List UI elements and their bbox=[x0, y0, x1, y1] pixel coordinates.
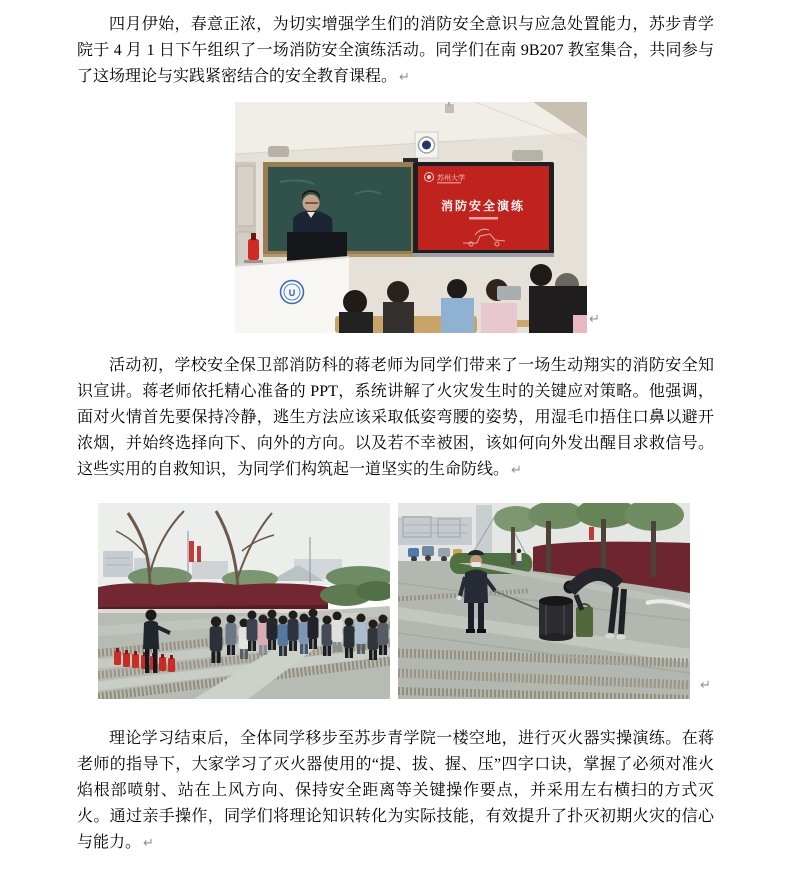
screen-subtitle-line bbox=[469, 217, 498, 220]
figure-classroom bbox=[235, 102, 714, 333]
outdoor-photo-briefing bbox=[98, 503, 390, 699]
classroom-photo bbox=[235, 102, 587, 333]
red-hedge bbox=[98, 581, 390, 613]
distant-pedestrian bbox=[517, 549, 522, 567]
paragraph-mark-icon: ↵ bbox=[700, 678, 711, 693]
presentation-screen bbox=[413, 162, 554, 257]
svg-text:U: U bbox=[288, 288, 296, 298]
paragraph-lecture-text: 活动初，学校安全保卫部消防科的蒋老师为同学们带来了一场生动翔实的消防安全知识宣讲。蒋老师依托精心准备的 PPT，系统讲解了火灾发生时的关键应对策略。他强调，面对火情首先要保持冷静，逃生方法应该采取低姿弯腰的姿势，用湿毛巾捂住口鼻以避开浓烟，并始终选择向下、向外的方向。以及若不幸被困，该如何向外发出醒目求救信号。这些实用的自救知识，为同学们构筑起一道坚实的生命防线。 bbox=[77, 357, 714, 478]
figure-outdoor-row bbox=[98, 503, 714, 699]
outdoor-photo-practice bbox=[398, 503, 690, 699]
paragraph-mark-icon: ↵ bbox=[399, 70, 410, 85]
paragraph-mark-icon: ↵ bbox=[589, 312, 600, 327]
paragraph-mark-icon: ↵ bbox=[143, 836, 154, 851]
university-emblem bbox=[281, 281, 304, 304]
paragraph-mark-icon: ↵ bbox=[511, 463, 522, 478]
wall-controller bbox=[415, 132, 438, 158]
paragraph-intro bbox=[77, 12, 714, 91]
paragraph-lecture bbox=[77, 353, 714, 484]
fuel-can bbox=[576, 604, 593, 637]
paragraph-practice bbox=[77, 726, 714, 857]
screen-title: 消防安全演练 bbox=[440, 199, 526, 213]
paragraph-intro-text: 四月伊始，春意正浓，为切实增强学生们的消防安全意识与应急处置能力，苏步青学院于 4 月 1 日下午组织了一场消防安全演练活动。同学们在南 9B207 教室集合，共同参与了这场理论与实践紧密结合的安全教育课程。 bbox=[77, 16, 714, 85]
screen-logo-text: 苏州大学 bbox=[437, 174, 465, 182]
podium bbox=[235, 257, 349, 333]
red-banner bbox=[589, 527, 594, 540]
paragraph-practice-text: 理论学习结束后，全体同学移步至苏步青学院一楼空地，进行灭火器实操演练。在蒋老师的指导下，大家学习了灭火器使用的“提、拔、握、压”四字口诀，掌握了必须对准火焰根部喷射、站在上风方向、保持安全距离等关键操作要点，并采用左右横扫的方式灭火。通过亲手操作，同学们将理论知识转化为实际技能，有效提升了扑灭初期火灾的信心与能力。 bbox=[77, 730, 714, 851]
fire-drum bbox=[539, 596, 573, 641]
